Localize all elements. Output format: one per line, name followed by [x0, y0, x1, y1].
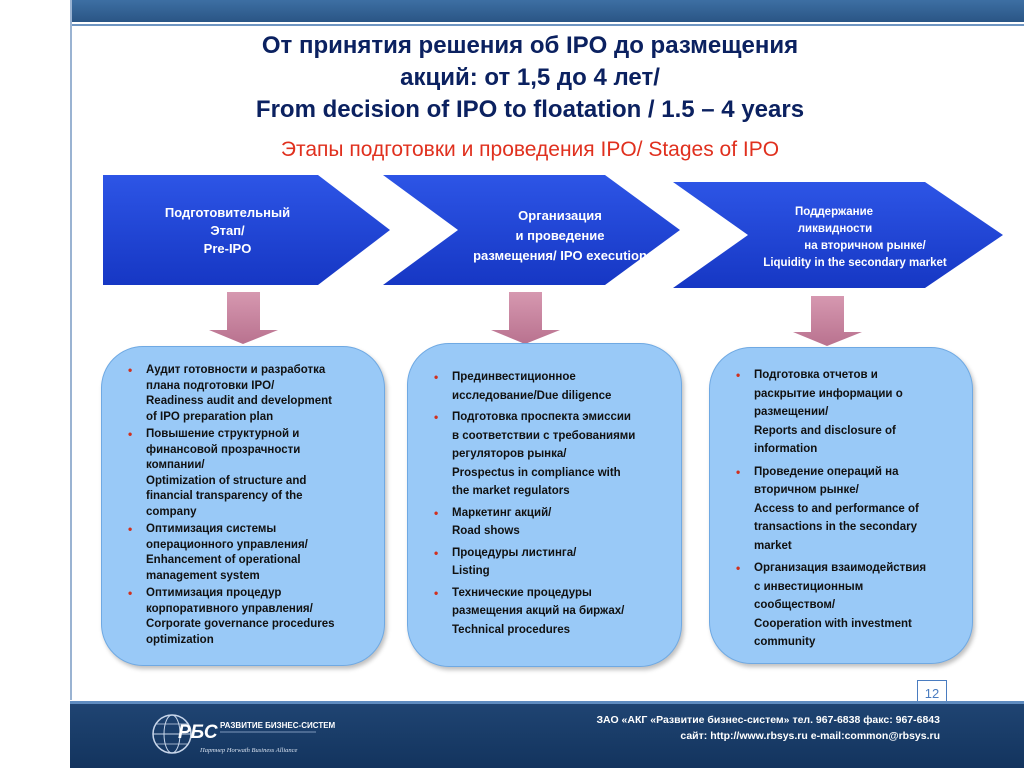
- contact-line-2: сайт: http://www.rbsys.ru e-mail:common@rbsys.ru: [680, 730, 940, 742]
- stage-label-2: [440, 206, 680, 266]
- down-arrow-3: [793, 296, 862, 346]
- stage-label-3: [730, 204, 980, 272]
- title-line-3: From decision of IPO to floatation / 1.5 – 4 years: [255, 96, 805, 123]
- list-item: • Маркетинг акций/ Road shows: [452, 504, 635, 541]
- title-line-1: От принятия решения об IPO до размещения: [261, 32, 799, 59]
- list-item: • Аудит готовности и разработка плана подготовки IPO/ Readiness audit and development of IPO preparation plan: [146, 363, 335, 425]
- stage-1-line-1: Подготовительный: [164, 205, 291, 220]
- pre-ipo-tasks-box: [101, 346, 385, 666]
- logo-tagline: РАЗВИТИЕ БИЗНЕС-СИСТЕМ: [220, 721, 336, 730]
- stage-2-line-1: Организация: [518, 208, 602, 223]
- stage-1-line-3: Pre-IPO: [203, 241, 252, 256]
- list-item: • Повышение структурной и финансовой прозрачности компании/ Optimization of structure and financial transparency of the company: [146, 427, 335, 520]
- stage-3-line-2: ликвидности: [797, 223, 873, 235]
- logo-text: РБС: [178, 722, 218, 743]
- list-item: • Подготовка проспекта эмиссии в соответствии с требованиями регуляторов рынка/ Prospectus in compliance with the market regulators: [452, 408, 635, 501]
- list-item: • Процедуры листинга/ Listing: [452, 544, 635, 581]
- stage-2-line-3: размещения/ IPO execution: [473, 248, 647, 263]
- list-item: • Оптимизация системы операционного управления/ Enhancement of operational management system: [146, 522, 335, 584]
- logo-partner-text: Партнер Horwath Business Alliance: [200, 747, 298, 754]
- list-item: • Оптимизация процедур корпоративного управления/ Corporate governance procedures optimization: [146, 586, 335, 648]
- stage-3-line-4: Liquidity in the secondary market: [763, 257, 947, 269]
- post-ipo-tasks-box: [709, 347, 973, 664]
- title-line-2: акций: от 1,5 до 4 лет/: [400, 64, 660, 91]
- slide-subtitle: Этапы подготовки и проведения IPO/ Stages of IPO: [280, 138, 780, 161]
- footer-contacts: [596, 712, 940, 744]
- list-item: • Организация взаимодействия с инвестиционным сообществом/ Cooperation with investment community: [754, 559, 926, 652]
- stage-3-line-1: Поддержание: [794, 206, 874, 218]
- company-logo: [150, 708, 336, 764]
- down-arrow-2: [491, 292, 560, 344]
- list-item: • Проведение операций на вторичном рынке/ Access to and performance of transactions in the secondary market: [754, 463, 926, 556]
- stage-3-line-3: на вторичном рынке/: [804, 240, 926, 252]
- stage-label-1: [120, 204, 335, 258]
- list-item: • Технические процедуры размещения акций на биржах/ Technical procedures: [452, 584, 635, 640]
- page-number: 12: [917, 680, 947, 708]
- contact-line-1: ЗАО «АКГ «Развитие бизнес-систем» тел. 967-6838 факс: 967-6843: [596, 714, 940, 726]
- stage-1-line-2: Этап/: [210, 223, 245, 238]
- ipo-execution-tasks-box: [407, 343, 682, 667]
- list-item: • Прединвестиционное исследование/Due diligence: [452, 368, 635, 405]
- list-item: • Подготовка отчетов и раскрытие информации о размещении/ Reports and disclosure of information: [754, 366, 926, 459]
- stage-2-line-2: и проведение: [515, 228, 605, 243]
- down-arrow-1: [209, 292, 278, 344]
